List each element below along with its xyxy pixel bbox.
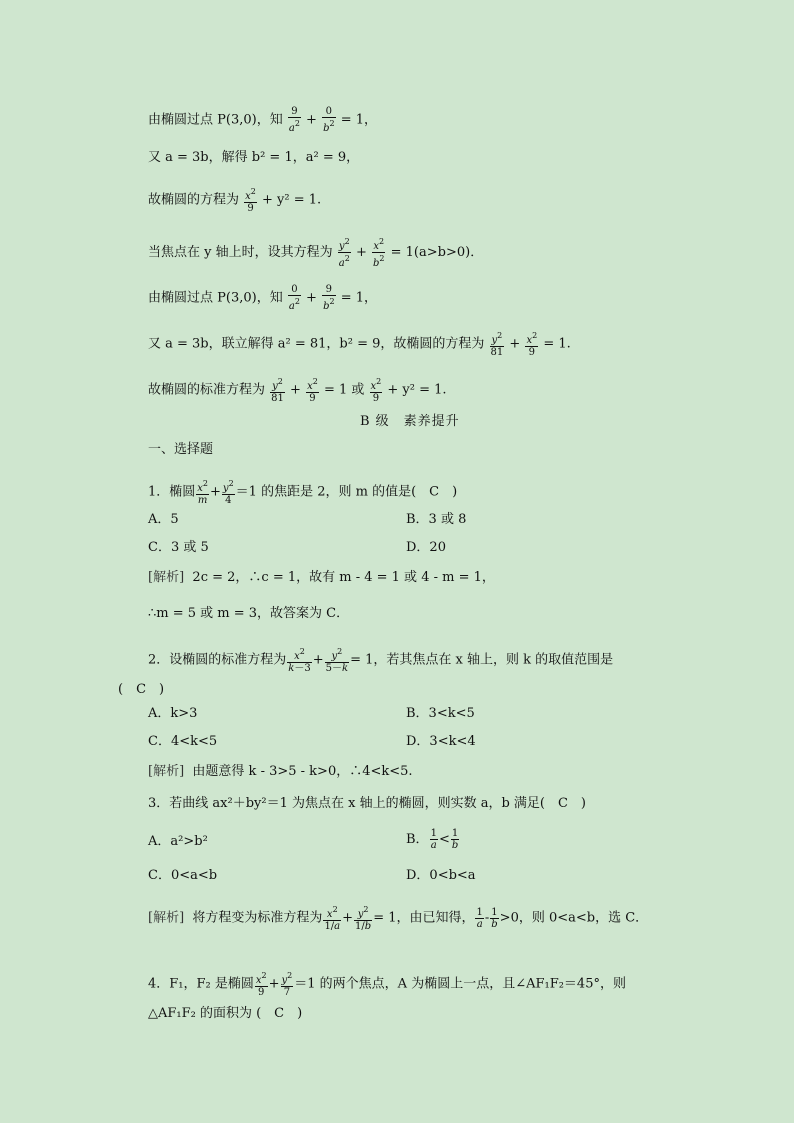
question-1-stem: 1．椭圆 $\frac{x^2}{m}$ + $\frac{y^2}{4}$ ＝1 的焦距是 2，则 m 的值是( C ) — [148, 479, 458, 506]
solution-tag: [解析] — [148, 764, 185, 779]
q1-option-c: C．3 或 5 — [148, 540, 209, 555]
q3-option-d: D．0<b<a — [406, 868, 476, 883]
fraction: $\frac{1}{a}$ — [476, 906, 483, 930]
fraction: $\frac{x^2}{9}$ — [307, 377, 318, 404]
fraction: $\frac{x^2}{9}$ — [245, 187, 256, 214]
fraction: $\frac{x^2}{b^2}$ — [372, 237, 385, 269]
text-line-6: 又 a = 3b，联立解得 a² = 81，b² = 9，故椭圆的方程为 $\frac{y^2}{81}$ + $\frac{x^2}{9}$ = 1. — [148, 331, 571, 358]
fraction: $\frac{9}{a^2}$ — [288, 106, 300, 134]
solution-tag: [解析] — [148, 570, 185, 585]
fraction: $\frac{x^2}{k-3}$ — [288, 647, 311, 674]
fraction: $\frac{x^2}{m}$ — [197, 479, 209, 506]
q1-option-a: A．5 — [148, 512, 179, 527]
question-4-stem-continued: △AF₁F₂ 的面积为 ( C ) — [148, 1006, 303, 1021]
q1-solution-line-2: ∴m = 5 或 m = 3，故答案为 C． — [148, 606, 350, 621]
q2-answer: ( C ) — [118, 682, 165, 697]
question-3-stem: 3．若曲线 ax²＋by²＝1 为焦点在 x 轴上的椭圆，则实数 a，b 满足( C ) — [148, 796, 587, 811]
q3-option-a: A．a²>b² — [148, 834, 208, 849]
fraction: $\frac{y^2}{a^2}$ — [338, 237, 350, 269]
q2-solution: [解析] 由题意得 k - 3>5 - k>0，∴4<k<5. — [148, 764, 413, 779]
q1-option-b: B．3 或 8 — [406, 512, 467, 527]
text-line-2: 又 a = 3b，解得 b² = 1，a² = 9， — [148, 150, 360, 165]
fraction: $\frac{0}{b^2}$ — [323, 106, 335, 134]
text-line-3: 故椭圆的方程为 $\frac{x^2}{9}$ + y² = 1. — [148, 187, 322, 214]
fraction: $\frac{1}{b}$ — [491, 906, 498, 930]
fraction: $\frac{x^2}{9}$ — [370, 377, 382, 404]
text-line-5: 由椭圆过点 P(3,0)，知 $\frac{0}{a^2}$ + $\frac{9}{b^2}$ = 1， — [148, 284, 378, 312]
question-4-stem: 4．F₁，F₂ 是椭圆 $\frac{x^2}{9}$ + $\frac{y^2}{7}$ ＝1 的两个焦点，A 为椭圆上一点，且∠AF₁F₂＝45°，则 — [148, 971, 626, 998]
q3-solution: [解析] 将方程变为标准方程为 $\frac{x^2}{1/a}$ + $\frac{y^2}{1/b}$ = 1，由已知得， $\frac{1}{a}$ - $\frac{1}{b}$ >0，则 0<a<b，选 C． — [148, 905, 649, 932]
text-line-4: 当焦点在 y 轴上时，设其方程为 $\frac{y^2}{a^2}$ + $\frac{x^2}{b^2}$ = 1(a>b>0)． — [148, 237, 484, 269]
fraction: $\frac{x^2}{9}$ — [526, 331, 538, 358]
q1-option-d: D．20 — [406, 540, 446, 555]
fraction: $\frac{x^2}{1/a}$ — [324, 905, 341, 932]
solution-tag: [解析] — [148, 910, 185, 926]
q2-option-d: D．3<k<4 — [406, 734, 476, 749]
fraction: $\frac{1}{b}$ — [451, 828, 459, 851]
q2-option-c: C．4<k<5 — [148, 734, 218, 749]
fraction: $\frac{y^2}{81}$ — [271, 377, 284, 404]
q3-option-c: C．0<a<b — [148, 868, 218, 883]
q2-option-a: A．k>3 — [148, 706, 198, 721]
fraction: $\frac{y^2}{4}$ — [222, 479, 234, 506]
fraction: $\frac{1}{a}$ — [430, 828, 437, 851]
fraction: $\frac{0}{a^2}$ — [288, 284, 300, 312]
text-line-7: 故椭圆的标准方程为 $\frac{y^2}{81}$ + $\frac{x^2}{9}$ = 1 或 $\frac{x^2}{9}$ + y² = 1. — [148, 377, 447, 404]
part-heading: 一、选择题 — [148, 442, 214, 457]
fraction: $\frac{x^2}{9}$ — [255, 971, 267, 998]
section-heading: B 级 素养提升 — [360, 414, 460, 429]
q1-solution-line-1: [解析] 2c = 2，∴c = 1，故有 m - 4 = 1 或 4 - m = 1， — [148, 570, 495, 585]
q2-option-b: B．3<k<5 — [406, 706, 475, 721]
fraction: $\frac{y^2}{7}$ — [281, 971, 293, 998]
fraction: $\frac{y^2}{81}$ — [490, 331, 504, 358]
fraction: $\frac{y^2}{5-k}$ — [325, 647, 349, 674]
q3-option-b: B． $\frac{1}{a}$ < $\frac{1}{b}$ — [406, 828, 459, 851]
fraction: $\frac{y^2}{1/b}$ — [355, 905, 372, 932]
question-2-stem: 2．设椭圆的标准方程为 $\frac{x^2}{k-3}$ + $\frac{y^2}{5-k}$ = 1，若其焦点在 x 轴上，则 k 的取值范围是 — [148, 647, 614, 674]
fraction: $\frac{9}{b^2}$ — [323, 284, 335, 312]
text-line-1: 由椭圆过点 P(3,0)，知 $\frac{9}{a^2}$ + $\frac{0}{b^2}$ = 1， — [148, 106, 378, 134]
